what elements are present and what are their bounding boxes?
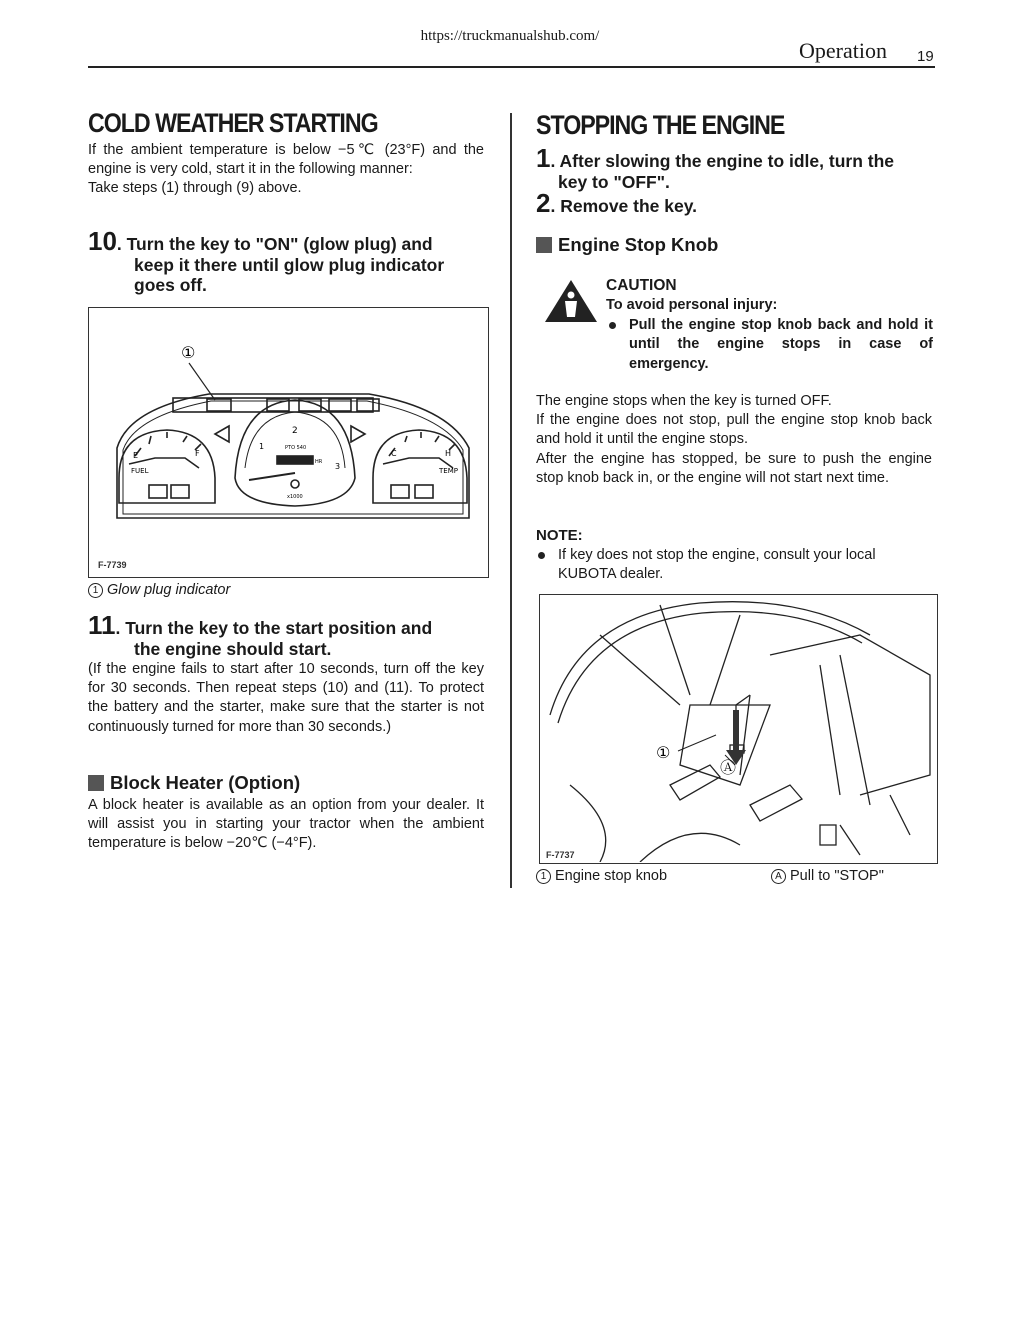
fuel-label: FUEL bbox=[131, 467, 149, 475]
stop-step-2-number: 2 bbox=[536, 188, 551, 218]
step-11-line2: the engine should start. bbox=[134, 638, 332, 659]
caution-bullet bbox=[609, 316, 933, 374]
step-11-body: (If the engine fails to start after 10 seconds, turn off the key for 30 seconds. Then repeat steps (10) and (11). To protect the battery and the starter, make sure that the starter is not continuously turned for more than 30 seconds.) bbox=[88, 661, 484, 735]
caption2-right-text: Pull to "STOP" bbox=[790, 868, 884, 884]
knob-callout-1: ① bbox=[656, 743, 671, 762]
source-url: https://truckmanualshub.com/ bbox=[420, 28, 600, 44]
stop-step-1-line2: key to "OFF". bbox=[558, 171, 670, 192]
step-11-line1: . Turn the key to the start position and bbox=[115, 618, 433, 638]
stop-para-2: If the engine does not stop, pull the engine stop knob back and hold it until the engine stops. bbox=[536, 412, 932, 448]
heading-square-icon bbox=[536, 237, 552, 253]
caution-bullet-text: Pull the engine stop knob back and hold it until the engine stops in case of emergency. bbox=[629, 317, 933, 372]
hour-label: HR bbox=[315, 459, 323, 465]
note-bullet-text: If key does not stop the engine, consult your local KUBOTA dealer. bbox=[558, 547, 876, 583]
stop-paragraphs bbox=[536, 392, 932, 488]
stop-step-2-line1: . Remove the key. bbox=[550, 196, 698, 216]
cold-weather-title: COLD WEATHER STARTING bbox=[88, 108, 378, 138]
stop-para-1: The engine stops when the key is turned OFF. bbox=[536, 393, 832, 409]
page-number: 19 bbox=[917, 48, 934, 65]
step-10-line3: goes off. bbox=[134, 275, 207, 295]
section-title: Operation bbox=[799, 38, 887, 63]
tach-3: 3 bbox=[335, 462, 341, 471]
knob-callout-a: Ⓐ bbox=[720, 758, 737, 777]
caption2-circle-1: 1 bbox=[536, 869, 551, 884]
figure2-code: F-7737 bbox=[546, 850, 575, 860]
intro-text: If the ambient temperature is below −5℃ (23°F) and the engine is very cold, start it in the following manner: bbox=[88, 142, 484, 178]
block-heater-heading bbox=[88, 772, 300, 794]
step-10-line2: keep it there until glow plug indicator bbox=[134, 254, 445, 275]
instrument-panel-drawing bbox=[89, 308, 487, 576]
temp-label: TEMP bbox=[439, 467, 458, 475]
temp-c: C bbox=[391, 449, 397, 458]
note-bullet bbox=[538, 546, 934, 585]
figure2-caption-left bbox=[536, 868, 667, 884]
stop-knob-figure bbox=[539, 594, 938, 864]
step-10-line1: . Turn the key to "ON" (glow plug) and bbox=[116, 234, 433, 254]
temp-h: H bbox=[445, 449, 452, 458]
cold-weather-intro bbox=[88, 141, 484, 199]
step-11 bbox=[88, 610, 488, 659]
step-10 bbox=[88, 226, 488, 296]
tach-1: 1 bbox=[259, 442, 265, 451]
figure2-caption-right bbox=[771, 868, 884, 884]
stopping-engine-title: STOPPING THE ENGINE bbox=[536, 110, 785, 140]
intro-text-2: Take steps (1) through (9) above. bbox=[88, 180, 302, 197]
caption2-circle-a: A bbox=[771, 869, 786, 884]
step-11-number: 11 bbox=[88, 610, 116, 640]
tach-2: 2 bbox=[292, 426, 298, 436]
caution-title: CAUTION bbox=[606, 277, 677, 294]
block-heater-body: A block heater is available as an option from your dealer. It will assist you in starting your tractor when the ambient temperature is below −20℃ (−4°F). bbox=[88, 797, 484, 852]
stop-step-1-line1: . After slowing the engine to idle, turn the bbox=[550, 151, 894, 171]
panel-callout-1: ① bbox=[181, 343, 196, 362]
warning-triangle-icon bbox=[543, 277, 599, 325]
bullet-icon bbox=[538, 552, 545, 559]
fuel-e: E bbox=[133, 451, 139, 460]
stop-step-1-number: 1 bbox=[536, 143, 551, 173]
header-rule bbox=[88, 66, 935, 68]
caption1-circle: 1 bbox=[88, 583, 103, 598]
fuel-f: F bbox=[195, 449, 200, 458]
block-heater-heading-text: Block Heater (Option) bbox=[110, 772, 301, 793]
step-10-number: 10 bbox=[88, 226, 117, 256]
stop-knob-heading-text: Engine Stop Knob bbox=[558, 234, 719, 255]
instrument-panel-figure bbox=[88, 307, 489, 578]
heading-square-icon bbox=[88, 775, 104, 791]
stop-step-1 bbox=[536, 143, 936, 192]
caution-subtitle: To avoid personal injury: bbox=[606, 297, 778, 313]
caption2-left-text: Engine stop knob bbox=[555, 868, 668, 884]
stop-para-3: After the engine has stopped, be sure to push the engine stop knob back in, or the engine will not start next time. bbox=[536, 450, 932, 486]
stop-knob-heading bbox=[536, 234, 718, 256]
figure1-caption bbox=[88, 582, 230, 598]
note-title: NOTE: bbox=[536, 527, 583, 544]
caption1-text: Glow plug indicator bbox=[107, 582, 231, 598]
stop-knob-drawing bbox=[540, 595, 936, 862]
bullet-icon bbox=[609, 322, 616, 329]
stop-step-2 bbox=[536, 188, 936, 218]
tach-pto: PTO 540 bbox=[285, 445, 307, 451]
column-divider bbox=[510, 113, 512, 888]
figure1-code: F-7739 bbox=[98, 560, 127, 570]
tach-unit: x1000 bbox=[287, 494, 303, 500]
